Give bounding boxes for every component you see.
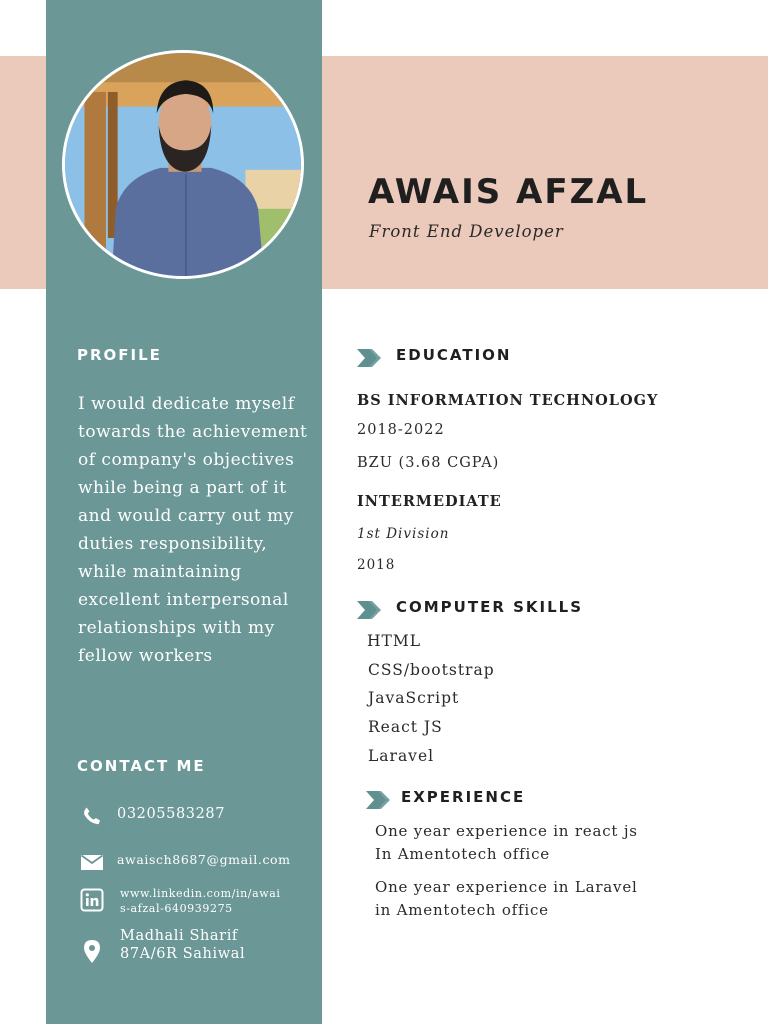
linkedin-line-2: s-afzal-640939275 (120, 902, 233, 915)
skill-item: React JS (368, 718, 443, 736)
skill-item: Laravel (368, 747, 435, 765)
skills-heading: COMPUTER SKILLS (396, 598, 584, 616)
job-title: Front End Developer (369, 222, 564, 241)
skill-item: HTML (367, 632, 422, 650)
linkedin-icon (80, 888, 104, 912)
profile-photo (62, 50, 304, 279)
skill-item: JavaScript (368, 689, 460, 707)
education-years-bs: 2018-2022 (357, 422, 445, 438)
experience-item (375, 820, 675, 866)
skill-item: CSS/bootstrap (368, 661, 495, 679)
experience-line-2: In Amentotech office (375, 845, 550, 863)
contact-linkedin[interactable] (120, 886, 281, 916)
location-pin-icon (80, 939, 104, 963)
education-title-bs: BS INFORMATION TECHNOLOGY (357, 392, 659, 409)
profile-heading: PROFILE (77, 346, 162, 364)
address-line-1: Madhali Sharif (120, 928, 238, 944)
person-name: AWAIS AFZAL (368, 172, 649, 212)
experience-line-1: One year experience in react js (375, 822, 638, 840)
phone-icon (80, 804, 104, 828)
experience-item (375, 876, 675, 922)
contact-address (120, 927, 245, 963)
contact-email[interactable]: awaisch8687@gmail.com (117, 852, 291, 867)
education-detail-bs: BZU (3.68 CGPA) (357, 455, 500, 471)
chevron-arrow-icon (366, 791, 392, 809)
contact-phone[interactable]: 03205583287 (117, 806, 226, 822)
chevron-arrow-icon (357, 601, 383, 619)
education-heading: EDUCATION (396, 346, 512, 364)
profile-text: I would dedicate myself towards the achievement of company's objectives while being a part of it and would carry out my duties responsibility, while maintaining excellent interpersonal relationships with my fellow workers (78, 394, 308, 666)
experience-line-1: One year experience in Laravel (375, 878, 638, 896)
experience-line-2: in Amentotech office (375, 901, 549, 919)
education-detail-intermediate: 1st Division (357, 526, 450, 542)
email-icon (80, 850, 104, 874)
linkedin-line-1: www.linkedin.com/in/awai (120, 887, 281, 900)
education-years-intermediate: 2018 (357, 557, 396, 573)
contact-heading: CONTACT ME (77, 757, 206, 775)
experience-heading: EXPERIENCE (401, 788, 526, 806)
chevron-arrow-icon (357, 349, 383, 367)
education-title-intermediate: INTERMEDIATE (357, 493, 502, 510)
address-line-2: 87A/6R Sahiwal (120, 946, 246, 962)
